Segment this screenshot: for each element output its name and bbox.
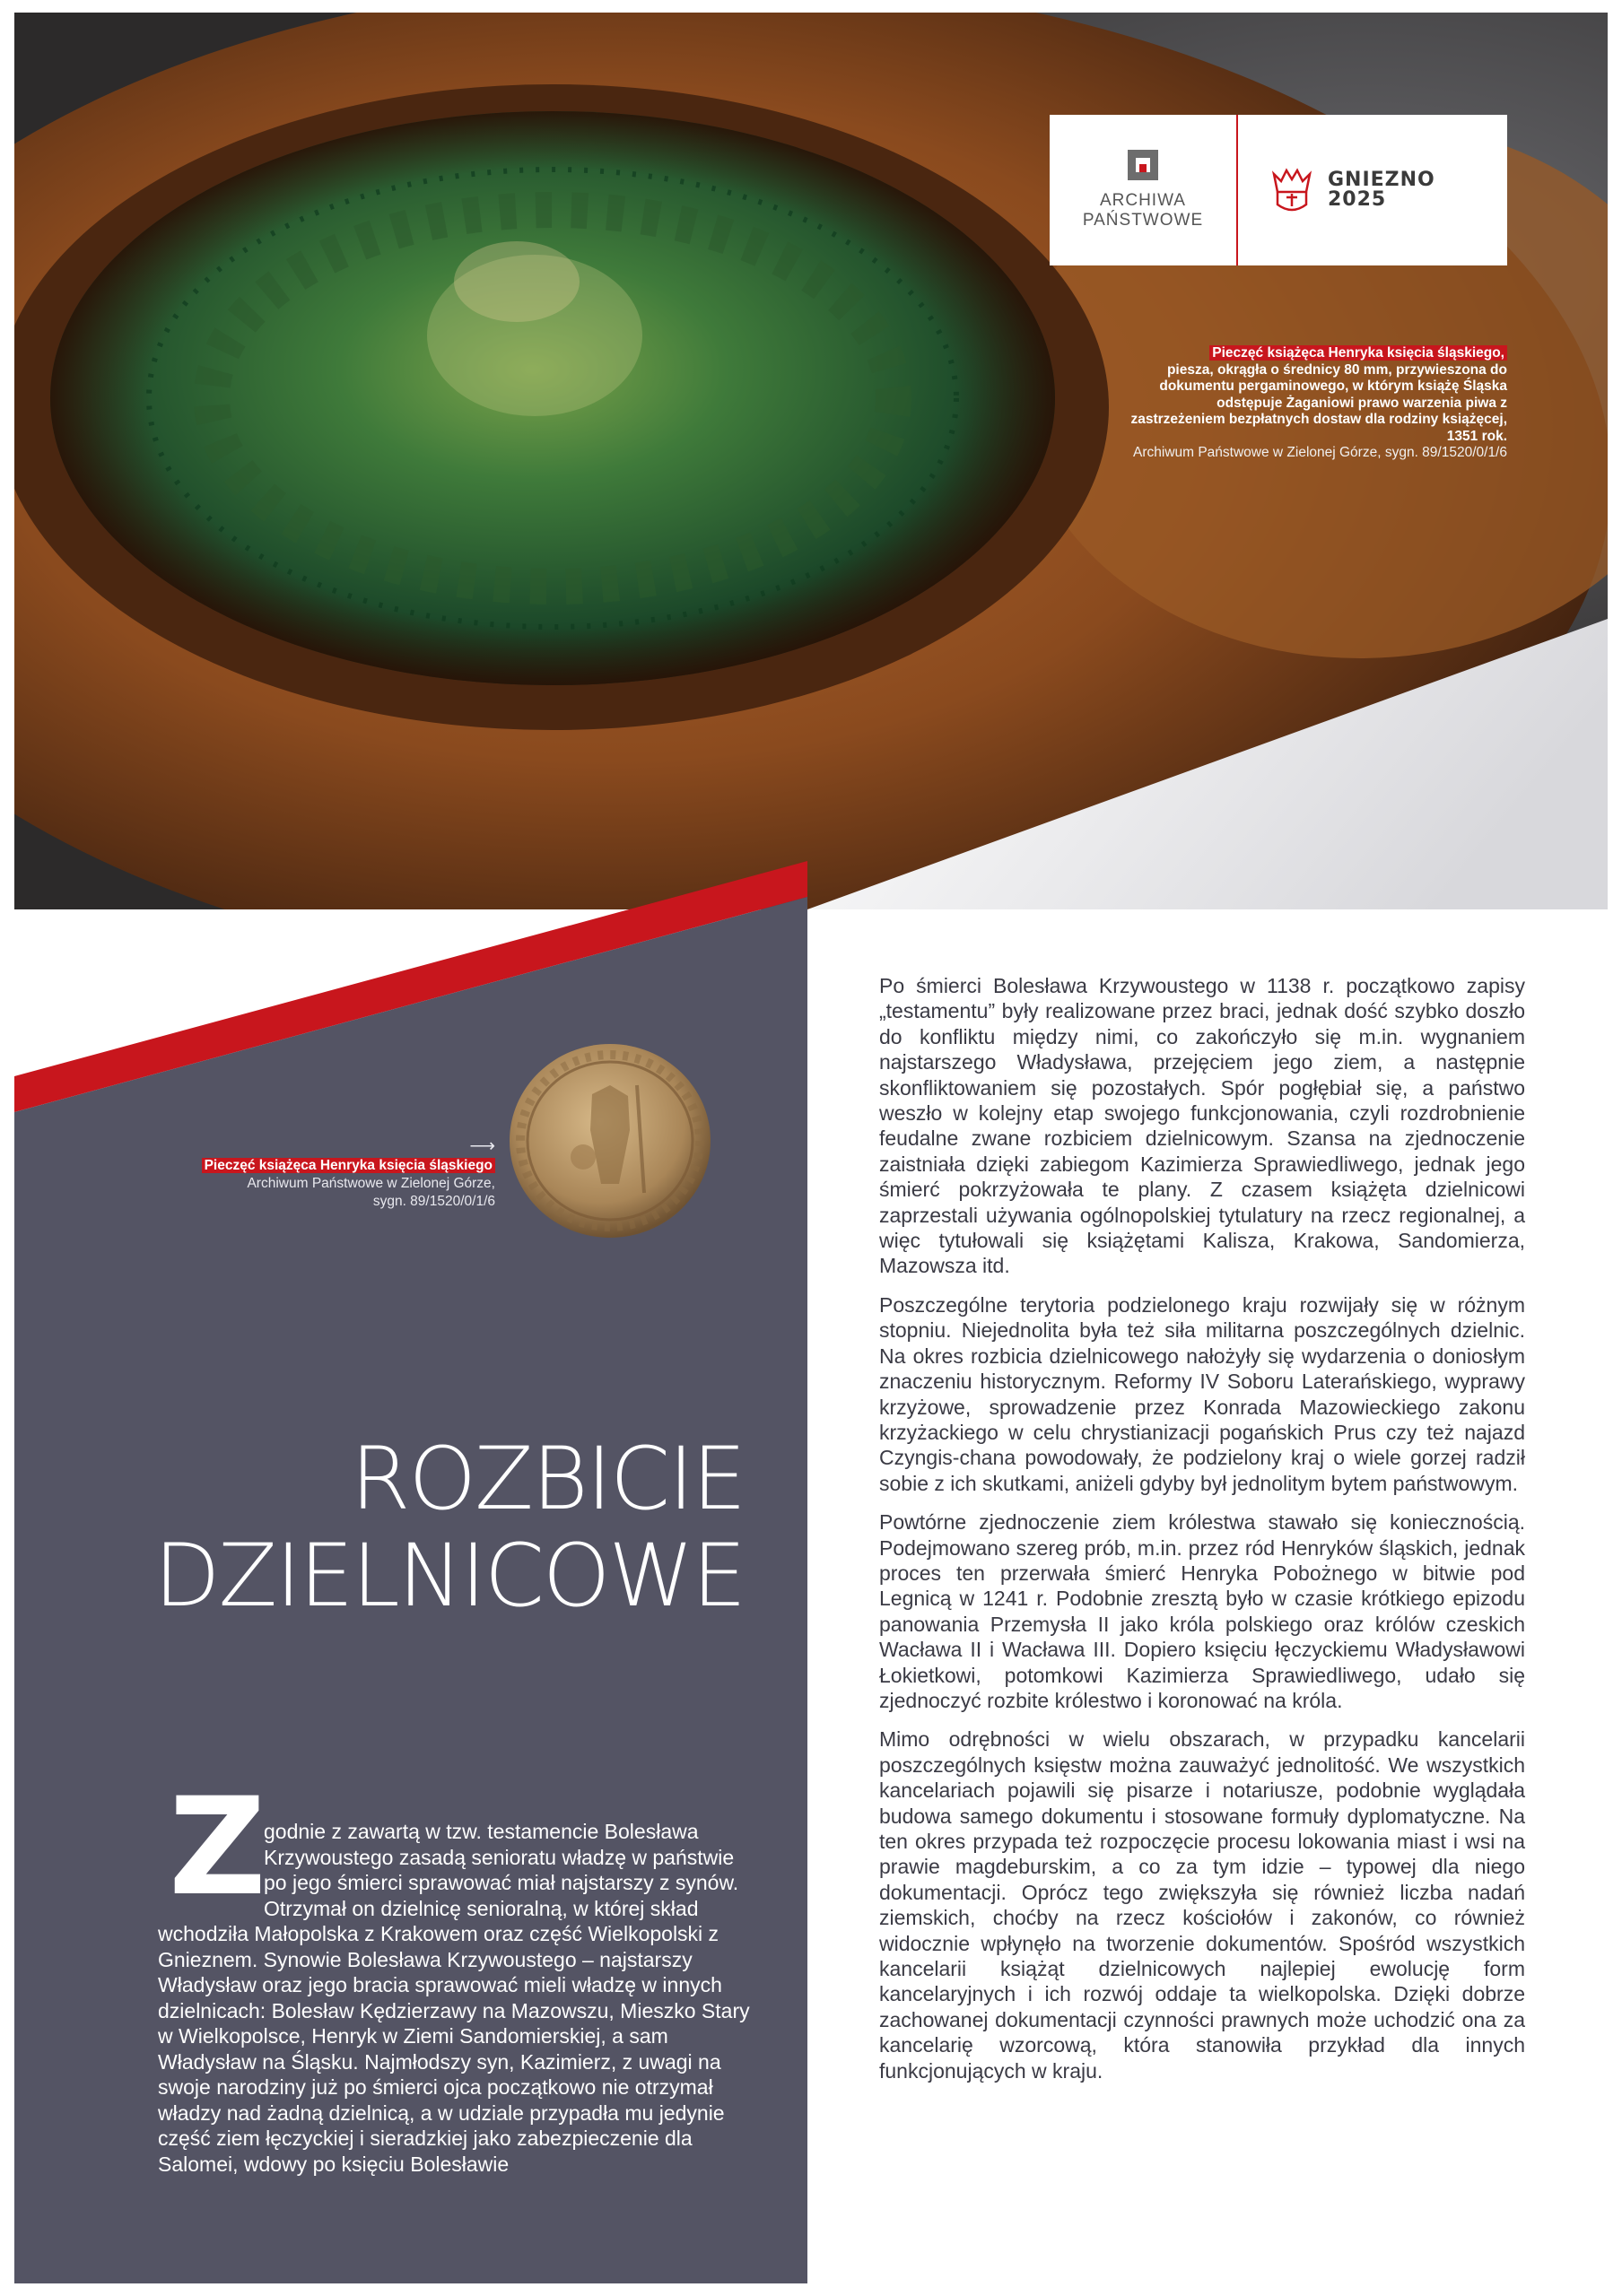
seal-caption-highlight: Pieczęć książęca Henryka księcia śląskiego (202, 1158, 495, 1173)
left-indented-line: Krzywoustego zasadą senioratu władzę w państwie (264, 1845, 735, 1869)
body-paragraph: Poszczególne terytoria podzielonego kraju rozwijały się w różnym stopniu. Niejednolita była też siła militarna poszczególnych dzielnic. Na okres rozbicia dzielnicowego nałożyły się wydarzenia o doniosłym znaczeniu historycznym. Reformy IV Soboru Laterańskiego, wyprawy krzyżowe, sprowadzenie przez Konrada Mazowieckiego zakonu krzyżackiego w celu chrystianizacji pogańskich Prus czy też najazd Czyngis-chana powodowały, że podzielony kraj o wiele gorzej radził sobie z ich skutkami, aniżeli gdyby był jednolitym bytem państwowym. (879, 1292, 1525, 1495)
title-line2: DZIELNICOWE (153, 1526, 745, 1626)
right-column-text (879, 973, 1525, 2097)
small-seal-photo (502, 1031, 718, 1247)
drop-cap: Z (169, 1770, 266, 1926)
partner-logos (1050, 115, 1507, 265)
seal-caption-source-line2: sygn. 89/1520/0/1/6 (372, 1194, 495, 1209)
hero-caption-source: Archiwum Państwowe w Zielonej Górze, sygn. 89/1520/0/1/6 (1133, 445, 1507, 460)
gniezno-line2: 2025 (1328, 188, 1387, 211)
gniezno-line1: GNIEZNO (1328, 169, 1435, 191)
hero-caption (1130, 345, 1507, 462)
left-indented-line: po jego śmierci sprawować miał najstarszy z synów. (264, 1871, 739, 1894)
seal-caption (161, 1137, 495, 1211)
left-column-text (158, 1819, 750, 2177)
seal-caption-source-line1: Archiwum Państwowe w Zielonej Górze, (247, 1176, 495, 1191)
gniezno-crown-icon (1269, 165, 1315, 215)
archiwa-line1: ARCHIWA (1099, 191, 1186, 210)
left-body-text: wchodziła Małopolska z Krakowem oraz część Wielkopolski z Gnieznem. Synowie Bolesława Krzywoustego – najstarszy Władysław oraz jego bracia sprawować mieli władzę w innych dzielnicach: Bolesław Kędzierzawy na Mazowszu, Mieszko Stary w Wielkopolsce, Henryk w Ziemi Sandomierskiej, a sam Władysław na Śląsku. Najmłodszy syn, Kazimierz, z uwagi na swoje narodziny już po śmierci ojca początkowo nie otrzymał władzy nad żadną dzielnicą, a w udziale przypadła mu jedynie część ziem łęczyckiej i sieradzkiej jako zabezpieczenie dla Salomei, wdowy po księciu Bolesławie (158, 1922, 750, 2176)
archiwa-mark-icon (1128, 150, 1158, 180)
left-indented-line: Otrzymał on dzielnicę senioralną, w której skład (264, 1896, 699, 1920)
gniezno-2025-logo (1238, 115, 1507, 265)
title-line1: ROZBICIE (350, 1429, 745, 1529)
left-indented-line: godnie z zawartą w tzw. testamencie Bolesława (264, 1820, 699, 1843)
page-title (54, 1431, 745, 1624)
archiwa-line2: PAŃSTWOWE (1082, 211, 1204, 230)
body-paragraph: Mimo odrębności w wielu obszarach, w przypadku kancelarii poszczególnych księstw można zauważyć jednolitość. We wszystkich kancelariach pojawili się pisarze i notariusze, podobnie wyglądała budowa samego dokumentu i stosowane formuły dyplomatyczne. Na ten okres przypada też rozpoczęcie procesu lokowania miast i wsi na prawie magdeburskim, a co za tym idzie – typowej dla niego dokumentacji. Oprócz tego zwiększyła się również liczba nadań ziemskich, choćby na rzecz kościołów i zakonów, co również widocznie wpłynęło na tworzenie dokumentów. Spośród wszystkich kancelarii książąt dzielnicowych najlepiej ewolucję form kancelaryjnych i ich rozwój oddaje ta wielkopolska. Dzięki dobrze zachowanej dokumentacji czynności prawnych może uchodzić ona za kancelarię wzorcową, która stanowiła przykład dla innych funkcjonujących w kraju. (879, 1727, 1525, 2083)
hero-caption-body: piesza, okrągła o średnicy 80 mm, przywieszona do dokumentu pergaminowego, w którym książę Śląska odstępuje Żaganiowi prawo warzenia piwa z zastrzeżeniem bezpłatnych dostaw dla rodziny książęcej, 1351 rok. (1130, 361, 1507, 444)
archiwa-panstwowe-logo (1050, 115, 1238, 265)
hero-caption-highlight: Pieczęć książęca Henryka księcia śląskiego, (1209, 345, 1507, 361)
body-paragraph: Powtórne zjednoczenie ziem królestwa stawało się koniecznością. Podejmowano szereg prób, m.in. przez ród Henryków śląskich, jednak proces ten przerwała śmierć Henryka Pobożnego w bitwie pod Legnicą w 1241 r. Podobnie zresztą było w czasie krótkiego epizodu panowania Przemysła II jako króla polskiego oraz królów czeskich Wacława II i Wacława III. Dopiero księciu łęczyckiemu Władysławowi Łokietkowi, potomkowi Kazimierza Sprawiedliwego, udało się zjednoczyć rozbite królestwo i koronować na króla. (879, 1510, 1525, 1712)
arrow-right-icon: ⟶ (469, 1136, 495, 1156)
body-paragraph: Po śmierci Bolesława Krzywoustego w 1138 r. początkowo zapisy „testamentu” były realizowane przez braci, jednak dość szybko doszło do konfliktu między nimi, co zakończyło się m.in. wygnaniem najstarszego Władysława, przejęciem jego ziem, a następnie skonfliktowaniem się pozostałych. Spór pogłębiał się, a państwo weszło w kolejny etap swojego funkcjonowania, czyli rozdrobnienie feudalne zwane rozbiciem dzielnicowym. Szansa na zjednoczenie zaistniała dzięki zabiegom Kazimierza Sprawiedliwego, jednak jego śmierć pokrzyżowała te plany. Z czasem książęta dzielnicowi zaprzestali używania ogólnopolskiej tytulatury na rzecz regionalnej, a więc tytułowali się książętami Kalisza, Krakowa, Sandomierza, Mazowsza itd. (879, 974, 1525, 1278)
